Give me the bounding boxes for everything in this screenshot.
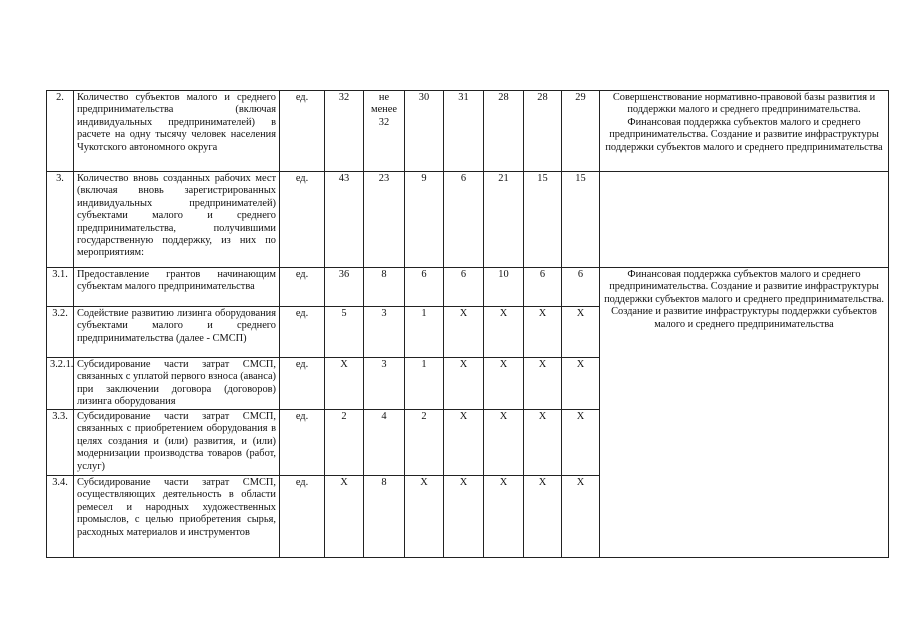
value-cell: 3 <box>364 307 405 358</box>
value-cell: Х <box>444 307 484 358</box>
value-cell: 23 <box>364 172 405 268</box>
value-cell: 29 <box>562 91 600 172</box>
value-cell: Х <box>524 410 562 476</box>
row-number: 3.2. <box>47 307 74 358</box>
value-cell: 6 <box>405 268 444 307</box>
value-cell: Х <box>562 410 600 476</box>
value-cell: 8 <box>364 268 405 307</box>
indicator-name: Предоставление грантов начинающим субъектам малого предпринимательства <box>74 268 280 307</box>
value-cell: Х <box>484 410 524 476</box>
row-number: 3.1. <box>47 268 74 307</box>
value-cell: Х <box>444 410 484 476</box>
value-cell: Х <box>524 358 562 410</box>
indicator-name: Содействие развитию лизинга оборудования субъектами малого и среднего предпринимательства (далее - СМСП) <box>74 307 280 358</box>
table-row <box>47 268 889 307</box>
row-number: 3.3. <box>47 410 74 476</box>
indicators-table <box>46 90 889 558</box>
table-row <box>47 91 889 172</box>
value-cell: 32 <box>325 91 364 172</box>
indicator-name: Субсидирование части затрат СМСП, осуществляющих деятельность в области ремесел и народных художественных промыслов, с целью приобретения сырья, расходных материалов и инструментов <box>74 476 280 558</box>
value-cell: Х <box>484 476 524 558</box>
measures-cell: Совершенствование нормативно-правовой базы развития и поддержки малого и среднего предпринимательства. Финансовая поддержка субъектов малого и среднего предпринимательства. Создание и развитие инфраструктуры поддержки субъектов малого и среднего предпринимательства <box>600 91 889 172</box>
row-number: 2. <box>47 91 74 172</box>
value-cell: 28 <box>524 91 562 172</box>
value-cell: Х <box>484 307 524 358</box>
row-number: 3.2.1. <box>47 358 74 410</box>
value-cell: Х <box>325 358 364 410</box>
value-cell: 15 <box>562 172 600 268</box>
indicator-name: Количество вновь созданных рабочих мест (включая вновь зарегистрированных индивидуальных предпринимателей) субъектами малого и среднего предпринимательства, получившими государственную поддержку, из них по мероприятиям: <box>74 172 280 268</box>
value-cell: Х <box>444 476 484 558</box>
table-row <box>47 172 889 268</box>
value-cell: 4 <box>364 410 405 476</box>
value-cell: Х <box>325 476 364 558</box>
value-cell: 6 <box>444 268 484 307</box>
unit-cell: ед. <box>280 358 325 410</box>
value-cell: 2 <box>325 410 364 476</box>
value-cell: 1 <box>405 307 444 358</box>
value-cell: 6 <box>524 268 562 307</box>
value-cell: 30 <box>405 91 444 172</box>
value-cell: 3 <box>364 358 405 410</box>
value-cell: 43 <box>325 172 364 268</box>
value-cell: 31 <box>444 91 484 172</box>
unit-cell: ед. <box>280 268 325 307</box>
unit-cell: ед. <box>280 91 325 172</box>
value-cell: Х <box>444 358 484 410</box>
value-cell: не менее 32 <box>364 91 405 172</box>
indicator-name: Субсидирование части затрат СМСП, связанных с приобретением оборудования в целях создания и (или) развития, и (или) модернизации производства товаров (работ, услуг) <box>74 410 280 476</box>
value-cell: 15 <box>524 172 562 268</box>
measures-cell <box>600 172 889 268</box>
value-cell: 1 <box>405 358 444 410</box>
value-cell: Х <box>562 476 600 558</box>
value-cell: Х <box>524 476 562 558</box>
value-cell: 28 <box>484 91 524 172</box>
value-cell: 2 <box>405 410 444 476</box>
value-cell: Х <box>562 307 600 358</box>
value-cell: Х <box>405 476 444 558</box>
indicator-name: Количество субъектов малого и среднего предпринимательства (включая индивидуальных предпринимателей) в расчете на одну тысячу человек населения Чукотского автономного округа <box>74 91 280 172</box>
value-cell: 21 <box>484 172 524 268</box>
row-number: 3.4. <box>47 476 74 558</box>
unit-cell: ед. <box>280 476 325 558</box>
measures-cell: Финансовая поддержка субъектов малого и среднего предпринимательства. Создание и развитие инфраструктуры поддержки субъектов малого и среднего предпринимательства. Создание и развитие инфраструктуры поддержки субъектов малого и среднего предпринимательства <box>600 268 889 558</box>
value-cell: 9 <box>405 172 444 268</box>
value-cell: 36 <box>325 268 364 307</box>
value-cell: 10 <box>484 268 524 307</box>
value-cell: 8 <box>364 476 405 558</box>
value-cell: Х <box>484 358 524 410</box>
value-cell: 6 <box>562 268 600 307</box>
indicator-name: Субсидирование части затрат СМСП, связанных с уплатой первого взноса (аванса) при заключении договора (договоров) лизинга оборудования <box>74 358 280 410</box>
value-cell: Х <box>562 358 600 410</box>
unit-cell: ед. <box>280 172 325 268</box>
value-cell: 6 <box>444 172 484 268</box>
row-number: 3. <box>47 172 74 268</box>
value-cell: 5 <box>325 307 364 358</box>
unit-cell: ед. <box>280 410 325 476</box>
unit-cell: ед. <box>280 307 325 358</box>
value-cell: Х <box>524 307 562 358</box>
